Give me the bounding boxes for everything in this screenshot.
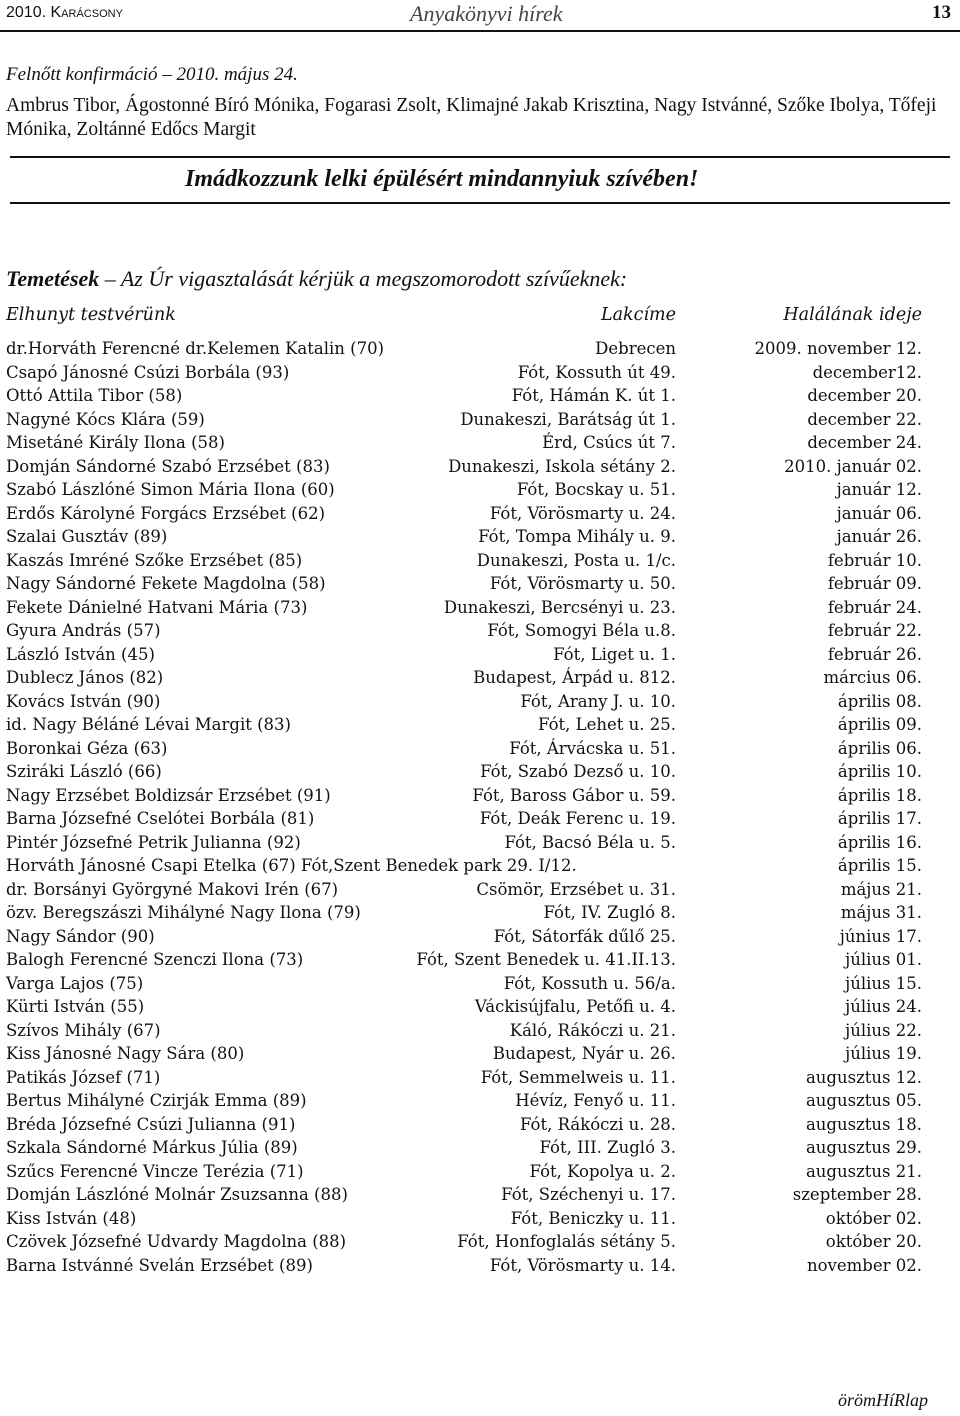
deceased-address: Fót, Deák Ferenc u. 19. bbox=[479, 809, 676, 828]
deceased-address: Fót, Liget u. 1. bbox=[553, 644, 676, 664]
deceased-name: László István (45) bbox=[6, 644, 155, 664]
confirmation-names: Ambrus Tibor, Ágostonné Bíró Mónika, Fogarasi Zsolt, Klimajné Jakab Krisztina, Nagy Istvánné, Szőke Ibolya, Tőfeji Mónika, Zoltánné Edőcs Margit bbox=[6, 95, 937, 140]
deceased-address: Fót, Honfoglalás sétány 5. bbox=[457, 1232, 676, 1251]
issue-year: 2010. bbox=[6, 4, 47, 21]
deceased-address: Fót, Baross Gábor u. 59. bbox=[472, 785, 676, 805]
deceased-address: Fót, IV. Zugló 8. bbox=[543, 903, 676, 922]
deceased-name: Szűcs Ferencné Vincze Terézia (71) bbox=[6, 1161, 304, 1181]
deceased-name: Szkala Sándorné Márkus Júlia (89) bbox=[6, 1138, 298, 1157]
table-row bbox=[0, 1162, 960, 1186]
death-date: április 09. bbox=[837, 715, 922, 734]
deceased-name: Domján Lászlóné Molnár Zsuzsanna (88) bbox=[6, 1185, 348, 1204]
deceased-address: Fót, Széchenyi u. 17. bbox=[501, 1185, 676, 1204]
deceased-address: Dunakeszi, Bercsényi u. 23. bbox=[443, 597, 676, 617]
funerals-heading: Temetések bbox=[6, 266, 100, 291]
death-date: július 15. bbox=[845, 973, 922, 993]
table-row bbox=[0, 410, 960, 434]
death-date: január 26. bbox=[836, 527, 922, 546]
deceased-name: Horváth Jánosné Csapi Etelka (67) Fót,Szent Benedek park 29. I/12. bbox=[6, 856, 577, 875]
death-date: április 16. bbox=[837, 832, 922, 852]
deceased-address: Fót, Kossuth u. 56/a. bbox=[503, 973, 676, 993]
funerals-list bbox=[0, 339, 960, 1279]
deceased-address: Fót, Arany J. u. 10. bbox=[520, 691, 676, 711]
deceased-name: Bréda Józsefné Csúzi Julianna (91) bbox=[6, 1114, 296, 1134]
death-date: május 31. bbox=[840, 903, 922, 922]
prayer-bottom-rule bbox=[10, 202, 950, 204]
death-date: július 24. bbox=[845, 997, 922, 1016]
table-row bbox=[0, 856, 960, 880]
deceased-name: Patikás József (71) bbox=[6, 1067, 161, 1087]
table-row bbox=[0, 974, 960, 998]
deceased-address: Fót, Beniczky u. 11. bbox=[510, 1208, 676, 1228]
death-date: február 22. bbox=[827, 621, 922, 640]
deceased-name: Szívos Mihály (67) bbox=[6, 1020, 161, 1040]
table-row bbox=[0, 786, 960, 810]
table-row bbox=[0, 997, 960, 1021]
table-row bbox=[0, 692, 960, 716]
column-header-date: Halálának ideje bbox=[783, 305, 922, 325]
deceased-address: Káló, Rákóczi u. 21. bbox=[509, 1020, 676, 1040]
deceased-address: Fót, Vörösmarty u. 24. bbox=[489, 503, 676, 523]
table-row bbox=[0, 880, 960, 904]
death-date: 2010. január 02. bbox=[784, 456, 922, 476]
deceased-name: Barna Istvánné Svelán Erzsébet (89) bbox=[6, 1255, 313, 1275]
death-date: január 06. bbox=[836, 503, 922, 523]
deceased-address: Fót, Vörösmarty u. 14. bbox=[489, 1255, 676, 1275]
table-row bbox=[0, 1044, 960, 1068]
deceased-address: Fót, Kossuth út 49. bbox=[517, 362, 676, 382]
death-date: december 20. bbox=[807, 386, 922, 405]
page-header bbox=[0, 0, 960, 30]
table-row bbox=[0, 1209, 960, 1233]
table-row bbox=[0, 339, 960, 363]
deceased-name: Sziráki László (66) bbox=[6, 762, 162, 781]
death-date: szeptember 28. bbox=[792, 1185, 922, 1204]
deceased-name: Pintér Józsefné Petrik Julianna (92) bbox=[6, 832, 301, 852]
deceased-address: Csömör, Erzsébet u. 31. bbox=[476, 879, 676, 899]
death-date: július 19. bbox=[845, 1044, 922, 1063]
death-date: december 24. bbox=[807, 433, 922, 452]
table-row bbox=[0, 504, 960, 528]
deceased-address: Fót, Vörösmarty u. 50. bbox=[489, 574, 676, 593]
deceased-name: Gyura András (57) bbox=[6, 621, 161, 640]
deceased-address: Fót, Lehet u. 25. bbox=[538, 715, 676, 734]
deceased-name: Kiss István (48) bbox=[6, 1208, 137, 1228]
deceased-address: Fót, Szabó Dezső u. 10. bbox=[480, 762, 676, 781]
table-row bbox=[0, 574, 960, 598]
table-row bbox=[0, 668, 960, 692]
death-date: február 24. bbox=[827, 597, 922, 617]
table-row bbox=[0, 833, 960, 857]
deceased-name: Kovács István (90) bbox=[6, 691, 161, 711]
death-date: augusztus 21. bbox=[805, 1161, 922, 1181]
section-title: Anyakönyvi hírek bbox=[410, 1, 563, 26]
deceased-name: Bertus Mihályné Czirják Emma (89) bbox=[6, 1091, 307, 1110]
deceased-address: Debrecen bbox=[595, 339, 676, 358]
prayer-top-rule bbox=[10, 156, 950, 158]
deceased-name: Nagyné Kócs Klára (59) bbox=[6, 409, 205, 429]
deceased-address: Váckisújfalu, Petőfi u. 4. bbox=[474, 997, 676, 1016]
death-date: április 18. bbox=[837, 785, 922, 805]
funerals-title bbox=[6, 266, 627, 292]
deceased-address: Fót, Árvácska u. 51. bbox=[509, 738, 676, 758]
confirmation-title: Felnőtt konfirmáció – 2010. május 24. bbox=[6, 64, 298, 85]
deceased-name: Nagy Sándorné Fekete Magdolna (58) bbox=[6, 574, 326, 593]
issue-season: Karácsony bbox=[50, 4, 123, 21]
deceased-name: Varga Lajos (75) bbox=[6, 973, 144, 993]
deceased-address: Fót, Tompa Mihály u. 9. bbox=[478, 527, 676, 546]
death-date: december 22. bbox=[807, 409, 922, 429]
death-date: július 22. bbox=[845, 1020, 922, 1040]
deceased-address: Érd, Csúcs út 7. bbox=[542, 433, 676, 452]
death-date: december12. bbox=[812, 362, 922, 382]
death-date: április 17. bbox=[837, 809, 922, 828]
death-date: június 17. bbox=[839, 926, 922, 946]
deceased-address: Fót, Hámán K. út 1. bbox=[511, 386, 676, 405]
death-date: április 15. bbox=[837, 856, 922, 875]
table-row bbox=[0, 809, 960, 833]
table-row bbox=[0, 645, 960, 669]
deceased-name: Erdős Károlyné Forgács Erzsébet (62) bbox=[6, 503, 326, 523]
deceased-name: Czövek Józsefné Udvardy Magdolna (88) bbox=[6, 1232, 347, 1251]
issue-label bbox=[6, 4, 123, 22]
death-date: április 08. bbox=[837, 691, 922, 711]
column-header-address: Lakcíme bbox=[600, 305, 676, 325]
prayer-text: Imádkozzunk lelki épülésért mindannyiuk szívében! bbox=[185, 166, 699, 192]
table-row bbox=[0, 1256, 960, 1280]
deceased-address: Fót, Kopolya u. 2. bbox=[529, 1161, 676, 1181]
deceased-name: dr. Borsányi Györgyné Makovi Irén (67) bbox=[6, 879, 339, 899]
death-date: 2009. november 12. bbox=[754, 339, 922, 358]
table-row bbox=[0, 762, 960, 786]
page-number: 13 bbox=[932, 2, 951, 23]
death-date: augusztus 18. bbox=[805, 1114, 922, 1134]
table-row bbox=[0, 927, 960, 951]
death-date: március 06. bbox=[823, 668, 922, 687]
funerals-subtitle: – Az Úr vigasztalását kérjük a megszomorodott szívűeknek: bbox=[99, 266, 628, 291]
table-row bbox=[0, 621, 960, 645]
deceased-name: Csapó Jánosné Csúzi Borbála (93) bbox=[6, 362, 290, 382]
footer-logo-text: örömHíRlap bbox=[838, 1390, 928, 1410]
deceased-name: Dublecz János (82) bbox=[6, 668, 164, 687]
death-date: július 01. bbox=[845, 950, 922, 969]
deceased-name: id. Nagy Béláné Lévai Margit (83) bbox=[6, 715, 291, 734]
deceased-name: Nagy Sándor (90) bbox=[6, 926, 155, 946]
table-row bbox=[0, 715, 960, 739]
table-row bbox=[0, 527, 960, 551]
deceased-address: Dunakeszi, Barátság út 1. bbox=[460, 409, 676, 429]
table-row bbox=[0, 739, 960, 763]
deceased-address: Fót, III. Zugló 3. bbox=[539, 1138, 676, 1157]
death-date: október 20. bbox=[825, 1232, 922, 1251]
deceased-address: Fót, Sátorfák dűlő 25. bbox=[493, 926, 676, 946]
deceased-address: Fót, Bocskay u. 51. bbox=[516, 480, 676, 499]
death-date: október 02. bbox=[825, 1208, 922, 1228]
death-date: augusztus 12. bbox=[805, 1067, 922, 1087]
deceased-address: Fót, Semmelweis u. 11. bbox=[480, 1067, 676, 1087]
deceased-name: dr.Horváth Ferencné dr.Kelemen Katalin (70) bbox=[6, 339, 385, 358]
header-divider bbox=[0, 30, 960, 32]
death-date: augusztus 29. bbox=[805, 1138, 922, 1157]
deceased-address: Budapest, Árpád u. 812. bbox=[473, 668, 676, 687]
deceased-name: Kiss Jánosné Nagy Sára (80) bbox=[6, 1044, 245, 1063]
death-date: február 10. bbox=[827, 550, 922, 570]
death-date: november 02. bbox=[807, 1255, 922, 1275]
deceased-address: Dunakeszi, Iskola sétány 2. bbox=[448, 456, 676, 476]
death-date: február 09. bbox=[827, 574, 922, 593]
deceased-name: özv. Beregszászi Mihályné Nagy Ilona (79) bbox=[6, 903, 361, 922]
deceased-address: Fót, Somogyi Béla u.8. bbox=[487, 621, 676, 640]
table-row bbox=[0, 1115, 960, 1139]
table-row bbox=[0, 903, 960, 927]
table-row bbox=[0, 1138, 960, 1162]
deceased-name: Kürti István (55) bbox=[6, 997, 145, 1016]
deceased-name: Balogh Ferencné Szenczi Ilona (73) bbox=[6, 950, 304, 969]
deceased-name: Szabó Lászlóné Simon Mária Ilona (60) bbox=[6, 480, 335, 499]
deceased-name: Barna Józsefné Cselótei Borbála (81) bbox=[6, 809, 315, 828]
column-header-name: Elhunyt testvérünk bbox=[6, 305, 176, 325]
table-row bbox=[0, 598, 960, 622]
deceased-address: Budapest, Nyár u. 26. bbox=[492, 1044, 676, 1063]
deceased-name: Nagy Erzsébet Boldizsár Erzsébet (91) bbox=[6, 785, 331, 805]
table-row bbox=[0, 1091, 960, 1115]
deceased-name: Ottó Attila Tibor (58) bbox=[6, 386, 183, 405]
table-row bbox=[0, 1068, 960, 1092]
deceased-name: Misetáné Király Ilona (58) bbox=[6, 433, 225, 452]
deceased-address: Fót, Szent Benedek u. 41.II.13. bbox=[416, 950, 676, 969]
table-row bbox=[0, 551, 960, 575]
deceased-address: Dunakeszi, Posta u. 1/c. bbox=[476, 550, 676, 570]
death-date: április 06. bbox=[837, 738, 922, 758]
table-row bbox=[0, 1185, 960, 1209]
death-date: április 10. bbox=[837, 762, 922, 781]
death-date: május 21. bbox=[840, 879, 922, 899]
deceased-name: Fekete Dánielné Hatvani Mária (73) bbox=[6, 597, 308, 617]
deceased-name: Szalai Gusztáv (89) bbox=[6, 527, 168, 546]
deceased-address: Hévíz, Fenyő u. 11. bbox=[515, 1091, 676, 1110]
death-date: augusztus 05. bbox=[805, 1091, 922, 1110]
deceased-address: Fót, Rákóczi u. 28. bbox=[520, 1114, 676, 1134]
table-row bbox=[0, 480, 960, 504]
deceased-name: Domján Sándorné Szabó Erzsébet (83) bbox=[6, 456, 330, 476]
table-row bbox=[0, 457, 960, 481]
deceased-name: Boronkai Géza (63) bbox=[6, 738, 168, 758]
death-date: január 12. bbox=[836, 480, 922, 499]
table-row bbox=[0, 363, 960, 387]
table-row bbox=[0, 386, 960, 410]
table-row bbox=[0, 433, 960, 457]
table-row bbox=[0, 1021, 960, 1045]
table-row bbox=[0, 950, 960, 974]
table-row bbox=[0, 1232, 960, 1256]
deceased-address: Fót, Bacsó Béla u. 5. bbox=[504, 832, 676, 852]
deceased-name: Kaszás Imréné Szőke Erzsébet (85) bbox=[6, 550, 303, 570]
death-date: február 26. bbox=[827, 644, 922, 664]
